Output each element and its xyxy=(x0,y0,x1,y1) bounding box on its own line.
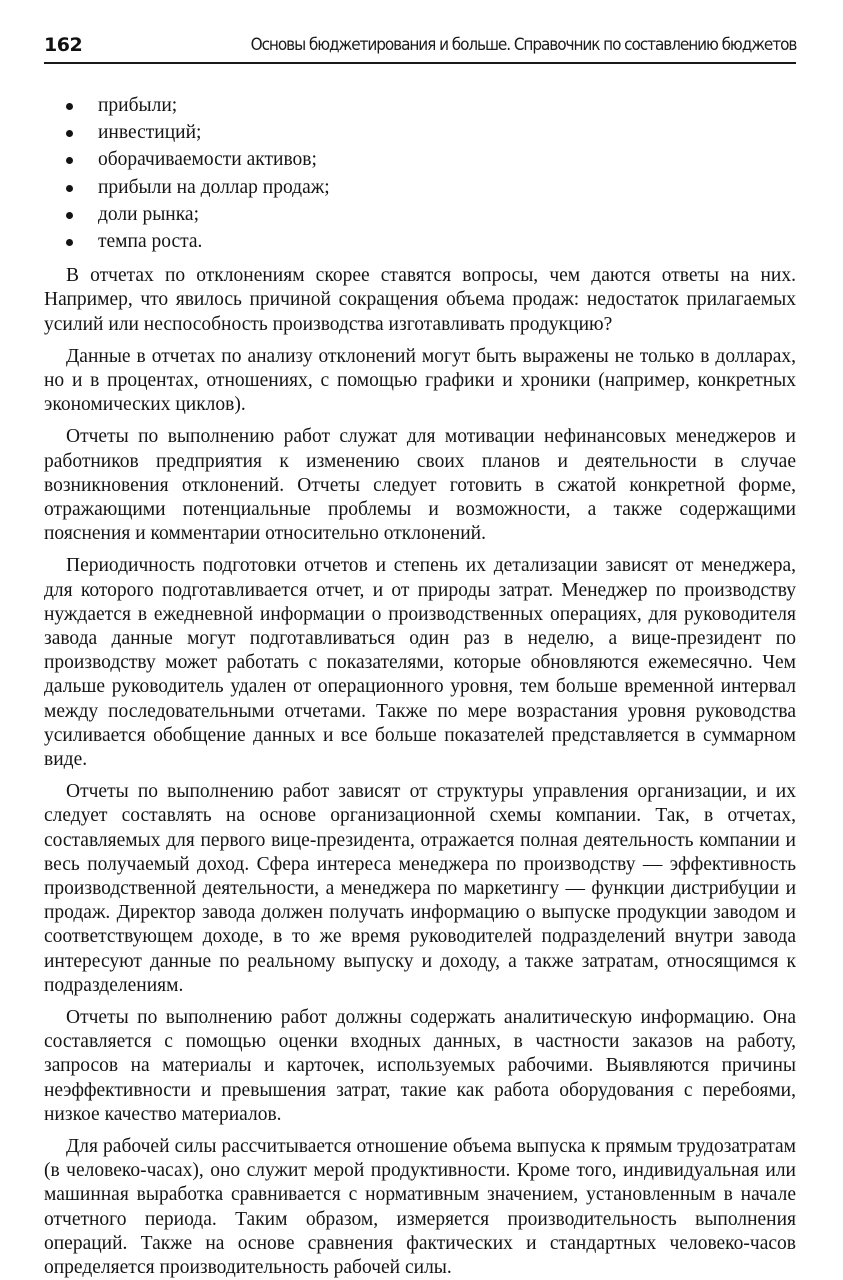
body-text xyxy=(44,92,796,1280)
bullet-item xyxy=(44,228,796,255)
bullet-list xyxy=(44,92,796,255)
bullet-icon xyxy=(66,212,73,219)
paragraph-variance-questions: В отчетах по отклонениям скорее ставятся вопросы, чем даются ответы на них. Например, что явилось причиной сокращения объема продаж: недостаток прилагаемых усилий или неспособность производства изготавливать продукцию? xyxy=(44,265,796,335)
bullet-text: оборачиваемости активов; xyxy=(98,149,317,171)
paragraph-labor-productivity: Для рабочей силы рассчитывается отношение объема выпуска к прямым трудозатратам (в человеко-часах), оно служит мерой продуктивности. Кроме того, индивидуальная или машинная выработка сравнивается с нормативным значением, установленным в начале отчетного периода. Таким образом, измеряется производительность выполнения операций. Также на основе сравнения фактических и стандартных человеко-часов определяется производительность рабочей силы. xyxy=(44,1136,796,1279)
bullet-icon xyxy=(66,130,73,137)
bullet-item xyxy=(44,174,796,201)
bullet-icon xyxy=(66,103,73,110)
bullet-icon xyxy=(66,157,73,164)
page-number: 162 xyxy=(44,34,83,56)
running-header xyxy=(44,26,796,64)
bullet-icon xyxy=(66,239,73,246)
paragraph-organizational-structure: Отчеты по выполнению работ зависят от структуры управления организации, и их следует составлять на основе организационной схемы компании. Так, в отчетах, составляемых для первого вице-президента, отражается полная деятельность компании и весь получаемый доход. Сфера интереса менеджера по производству — эффективность производственной деятельности, а менеджера по маркетингу — функции дистрибуции и продаж. Директор завода должен получать информацию о выпуске продукции заводом и соответствующем доходе, в то же время руководителей подразделений внутри завода интересуют данные по реальному выпуску и доходу, а также затратам, относящимся к подразделениям. xyxy=(44,781,796,996)
bullet-text: прибыли; xyxy=(98,95,178,116)
running-title: Основы бюджетирования и больше. Справочник по составлению бюджетов xyxy=(250,35,796,55)
bullet-text: темпа роста. xyxy=(98,230,203,252)
paragraph-analytical-information: Отчеты по выполнению работ должны содержать аналитическую информацию. Она составляется с помощью оценки входных данных, в частности заказов на работу, запросов на материалы и карточек, используемых рабочими. Выявляются причины неэффективности и превышения затрат, такие как работа оборудования с перебоями, низкое качество материалов. xyxy=(44,1007,796,1125)
paragraph-performance-reports-motivation: Отчеты по выполнению работ служат для мотивации нефинансовых менеджеров и работников предприятия к изменению своих планов и деятельности в случае возникновения отклонений. Отчеты следует готовить в сжатой конкретной форме, отражающими потенциальные проблемы и возможности, а также содержащими пояснения и комментарии относительно отклонений. xyxy=(44,426,796,545)
paragraph-report-frequency: Периодичность подготовки отчетов и степень их детализации зависят от менеджера, для которого подготавливается отчет, и от природы затрат. Менеджер по производству нуждается в ежедневной информации о производственных операциях, для руководителя завода данные могут подготавливаться один раз в неделю, а вице-президент по производству может работать с показателями, которые обновляются ежемесячно. Чем дальше руководитель удален от операционного уровня, тем больше временной интервал между последовательными отчетами. Также по мере возрастания уровня руководства усиливается обобщение данных и все больше показателей представляется в суммарном виде. xyxy=(44,555,796,770)
bullet-item xyxy=(44,119,796,146)
bullet-item xyxy=(44,146,796,173)
bullet-item xyxy=(44,201,796,228)
bullet-icon xyxy=(66,185,73,192)
paragraph-variance-data-forms: Данные в отчетах по анализу отклонений могут быть выражены не только в долларах, но и в процентах, отношениях, с помощью графики и хроники (например, конкретных экономических циклов). xyxy=(44,345,796,416)
bullet-item xyxy=(44,92,796,119)
bullet-text: инвестиций; xyxy=(98,122,202,144)
bullet-text: доли рынка; xyxy=(98,203,199,225)
bullet-text: прибыли на доллар продаж; xyxy=(98,176,330,198)
